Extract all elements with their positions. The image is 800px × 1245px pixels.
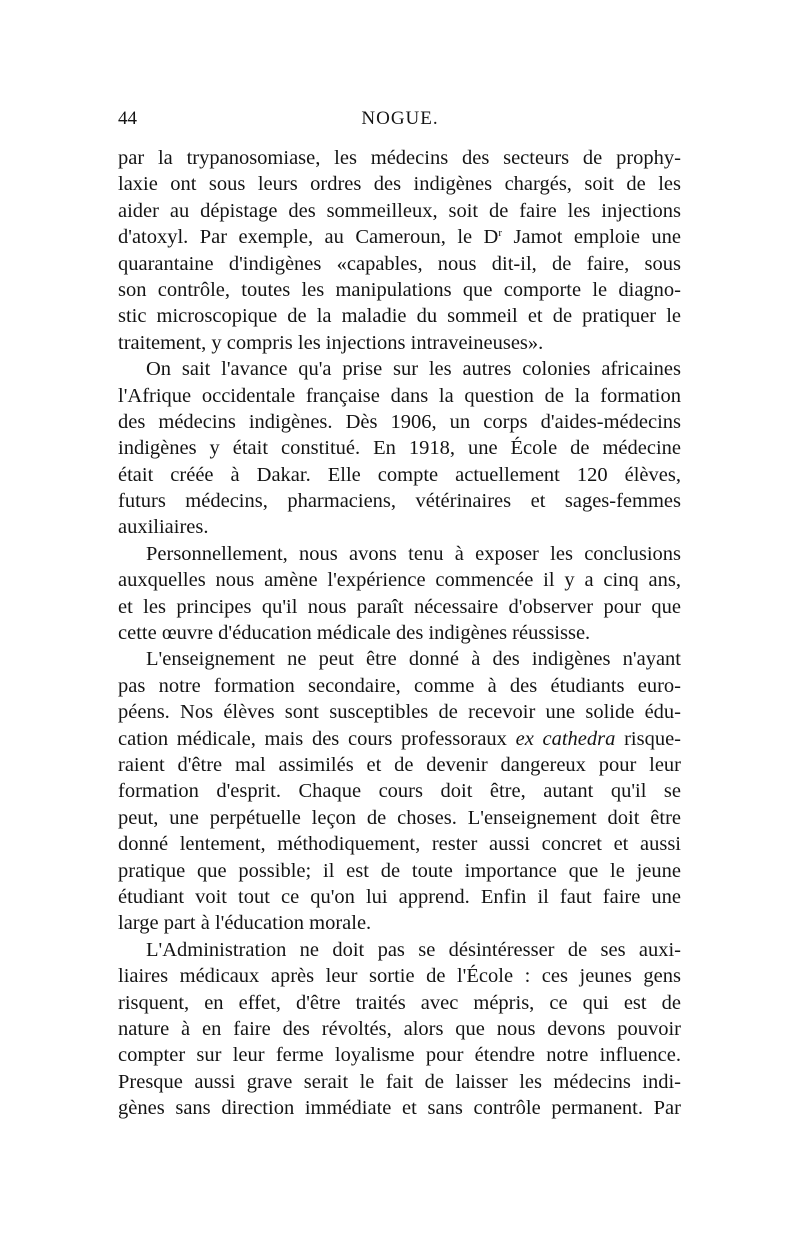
running-title: NOGUE. [361, 108, 439, 129]
text-line: son contrôle, toutes les manipulations que comporte le diagno- [118, 278, 681, 301]
text-line: traitement, y compris les injections intraveineuses». [118, 331, 544, 354]
body-text [118, 145, 681, 1121]
text-line: peut, une perpétuelle leçon de choses. L'enseignement doit être [118, 806, 681, 829]
page-number: 44 [118, 108, 137, 129]
text-line: gènes sans direction immédiate et sans contrôle permanent. Par [118, 1097, 681, 1120]
text-line-with-italic [118, 726, 681, 752]
text-line: L'enseignement ne peut être donné à des indigènes n'ayant [146, 648, 681, 671]
text-line: risquent, en effet, d'être traités avec mépris, ce qui est de [118, 991, 681, 1014]
italic-phrase: ex cathedra [515, 727, 616, 750]
text-line: des médecins indigènes. Dès 1906, un corps d'aides-médecins [118, 410, 681, 433]
text-line: cette œuvre d'éducation médicale des indigènes réussisse. [118, 622, 591, 645]
text-fragment: Jamot emploie une [502, 226, 681, 249]
text-line: et les principes qu'il nous paraît nécessaire d'observer pour que [118, 595, 681, 618]
text-line: Personnellement, nous avons tenu à exposer les conclusions [146, 542, 681, 565]
text-line: nature à en faire des révoltés, alors que nous devons pouvoir [118, 1017, 681, 1040]
text-line: aider au dépistage des sommeilleux, soit de faire les injections [118, 199, 681, 222]
text-line: stic microscopique de la maladie du sommeil et de pratiquer le [118, 305, 681, 328]
text-line: raient d'être mal assimilés et de devenir dangereux pour leur [118, 753, 681, 776]
text-line: auxiliaires. [118, 516, 209, 539]
text-line: Presque aussi grave serait le fait de laisser les médecins indi- [118, 1070, 681, 1093]
superscript: r [498, 227, 503, 240]
text-line: péens. Nos élèves sont susceptibles de recevoir une solide édu- [118, 701, 681, 724]
text-line: pas notre formation secondaire, comme à des étudiants euro- [118, 674, 681, 697]
text-line: était créée à Dakar. Elle compte actuellement 120 élèves, [118, 463, 681, 486]
text-line: liaires médicaux après leur sortie de l'École : ces jeunes gens [118, 965, 681, 988]
text-line: L'Administration ne doit pas se désintéresser de ses auxi- [146, 938, 681, 961]
text-line: futurs médecins, pharmaciens, vétérinaires et sages-femmes [118, 490, 681, 513]
text-line: donné lentement, méthodiquement, rester aussi concret et aussi [118, 833, 681, 856]
text-line: laxie ont sous leurs ordres des indigènes chargés, soit de les [118, 173, 681, 196]
text-line: indigènes y était constitué. En 1918, une École de médecine [118, 437, 681, 460]
text-line: par la trypanosomiase, les médecins des secteurs de prophy- [118, 147, 681, 169]
text-fragment: risque- [615, 727, 681, 750]
text-line: auxquelles nous amène l'expérience commencée il y a cinq ans, [118, 569, 681, 592]
text-line: quarantaine d'indigènes «capables, nous dit-il, de faire, sous [118, 252, 681, 275]
text-line: étudiant voit tout ce qu'on lui apprend. Enfin il faut faire une [118, 885, 681, 908]
text-line: l'Afrique occidentale française dans la question de la formation [118, 384, 681, 407]
text-line: large part à l'éducation morale. [118, 912, 372, 935]
text-fragment: d'atoxyl. Par exemple, au Cameroun, le D [118, 226, 499, 249]
text-line: compter sur leur ferme loyalisme pour étendre notre influence. [118, 1044, 681, 1067]
text-line: On sait l'avance qu'a prise sur les autres colonies africaines [146, 358, 681, 381]
text-line: formation d'esprit. Chaque cours doit être, autant qu'il se [118, 780, 681, 803]
text-line-with-superscript [118, 224, 681, 250]
page-header [118, 108, 682, 144]
text-fragment: cation médicale, mais des cours professoraux [118, 727, 516, 750]
text-line: pratique que possible; il est de toute importance que le jeune [118, 859, 681, 882]
